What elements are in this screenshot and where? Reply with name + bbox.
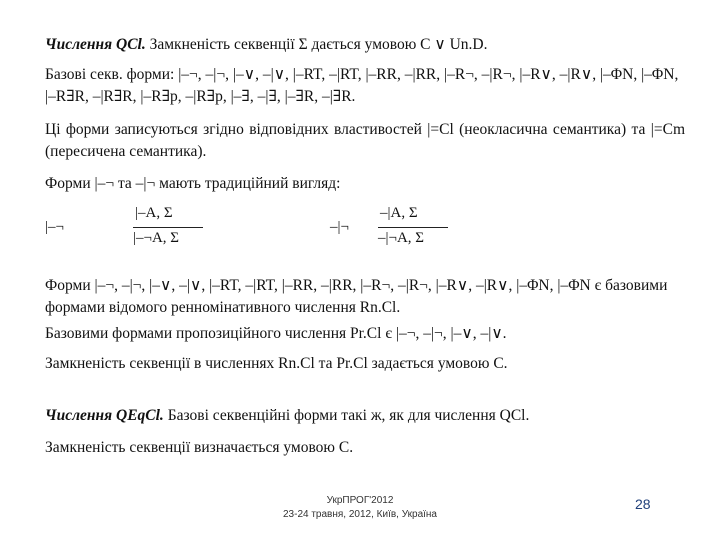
rule-negative-negation-premise: –|A, Σ [380, 205, 418, 221]
rule-line [378, 227, 448, 228]
calculus-qcl-paragraph [45, 34, 685, 56]
rule-positive-negation [45, 205, 180, 255]
footer-date-place: 23-24 травня, 2012, Київ, Україна [283, 509, 437, 520]
rule-positive-negation-premise: |–A, Σ [135, 205, 173, 221]
calculus-qeqcl-paragraph [45, 405, 685, 427]
page-number: 28 [635, 496, 651, 512]
rule-negative-negation [330, 205, 460, 255]
footer-conference: УкрПРОГ'2012 [326, 495, 394, 506]
rncl-forms-paragraph: Форми |–¬, –|¬, |–∨, –|∨, |–RT, –|RT, |–RR, –|RR, |–R¬, –|R¬, |–R∨, –|R∨, |–ΦN, |–ΦN є базовими формами відомого ренномінативного числення Rn.Cl. [45, 277, 668, 316]
rule-positive-negation-name: |–¬ [45, 219, 64, 235]
closure-qeqcl-paragraph: Замкненість секвенції визначається умовою C. [45, 439, 354, 456]
calculus-qcl-title: Числення QCl. [45, 36, 146, 53]
calculus-qeqcl-title: Числення QEqCl. [45, 407, 164, 424]
calculus-qcl-text: Замкненість секвенції Σ дається умовою C ∨ Un.D. [145, 36, 488, 53]
rule-positive-negation-conclusion: |–¬A, Σ [133, 230, 180, 246]
rule-negative-negation-name: –|¬ [330, 219, 349, 235]
footer [240, 494, 480, 522]
closure-rncl-prcl-paragraph: Замкненість секвенції в численнях Rn.Cl та Pr.Cl задається умовою C. [45, 355, 508, 372]
rule-line [133, 227, 203, 228]
traditional-forms-paragraph: Форми |–¬ та –|¬ мають традиційний вигляд: [45, 175, 341, 192]
semantics-paragraph: Ці форми записуються згідно відповідних властивостей |=Cl (неокласична семантика) та |=Cm (пересичена семантика). [45, 121, 685, 160]
calculus-qeqcl-text: Базові секвенційні форми такі ж, як для числення QCl. [163, 407, 530, 424]
rule-negative-negation-conclusion: –|¬A, Σ [378, 230, 425, 246]
prcl-forms-paragraph: Базовими формами пропозиційного числення Pr.Cl є |–¬, –|¬, |–∨, –|∨. [45, 325, 507, 342]
basic-forms-paragraph: Базові секв. форми: |–¬, –|¬, |–∨, –|∨, |–RT, –|RT, |–RR, –|RR, |–R¬, –|R¬, |–R∨, –|R∨, |–ΦN, |–ΦN, |–R∃R, –|R∃R, |–R∃p, –|R∃p, |–∃, –|∃, |–∃R, –|∃R. [45, 66, 679, 105]
